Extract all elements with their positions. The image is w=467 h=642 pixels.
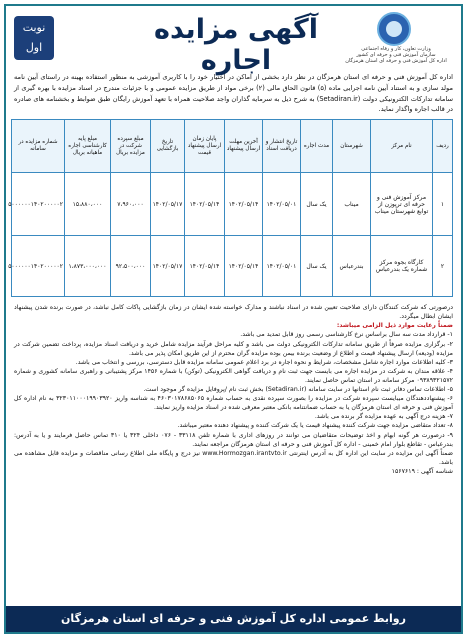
- logo-line: اداره کل آموزش فنی و حرفه ای استان هرمزگان: [345, 58, 447, 64]
- requirements-heading: ضمناً رعایت موارد ذیل الزامی میباشد:: [336, 322, 453, 330]
- table-cell: ۵۰۰۰۰۰۰۱۴۰۲۰۰۰۰۰۲: [12, 236, 65, 297]
- header-cell: تاریخ انتشار و دریافت اسناد: [263, 120, 301, 173]
- page-title: آگهی مزایده اجاره: [154, 14, 318, 76]
- table-cell: کارگاه بجوه مرکز شماره یک بندرعباس: [371, 236, 433, 297]
- table-cell: ۵۰۰۰۰۰۰۱۴۰۲۰۰۰۰۰۲: [12, 173, 65, 236]
- list-item: ۲- برگزاری مزایده صرفاً از طریق سامانه تدارکات الکترونیکی دولت می باشد و کلیه مراحل فرآیند مزایده شامل خرید و دریافت اسناد مزایده، پرداخت تضمین شرکت در مزایده (ودیعه) ارسال پیشنهاد قیمت و اطلاع از وضعیت برنده بیمن بوده مزایده گران محترم از این طریق امکان پذیر می باشد.: [14, 340, 453, 357]
- table-cell: ۱۴۰۲/۰۵/۱۷: [151, 173, 185, 236]
- header-cell: مدت اجاره: [301, 120, 333, 173]
- intro-paragraph: اداره کل آموزش فنی و حرفه ای استان هرمزگان در نظر دارد بخشی از اماکن در اختیار خود را با کاربری آموزشی به منظور استفاده بهینه در راستای آیین نامه مولد سازی و به استناد آیین نامه اجرایی ماده (۵) قانون الحاق مالی (۲) برخی مواد از طریق مزایده عمومی و با جزئیات مندرج در اسناد مزایده با بهره گیری از سامانه تدارکات الکترونیکی دولت (Setadiran.ir) به شرح ذیل به سرمایه گذاران واجد صلاحیت همراه با تعهد آموزش رایگان طبق ضوابط و بخشنامه های صادره در قالب اجاره واگذار نماید.: [14, 73, 453, 114]
- logo-line: وزارت تعاون، کار و رفاه اجتماعی: [361, 46, 431, 52]
- table-cell: ۷،۹۶۰،۰۰۰: [111, 173, 151, 236]
- header-cell: آخرین مهلت ارسال پیشنهاد: [225, 120, 263, 173]
- emblem-icon: [377, 12, 411, 46]
- list-item: ۹- درصورت هر گونه ابهام و اخذ توضیحات متقاضیان می توانند در روزهای اداری با شماره تلفن ۳۳۱۱۸ - ۰۷۶ داخلی ۳۲۴ یا ۳۱۰ تماس حاصل فرمایند و یا به آدرس: بندرعباس - تقاطع بلوار امام خمینی - اداره کل آموزش فنی و حرفه ای استان هرمزگان مراجعه نمایند.: [14, 431, 453, 448]
- header-cell: شهرستان: [333, 120, 371, 173]
- table-row: [12, 236, 453, 297]
- header-cell: پایان زمان ارسال پیشنهاد قیمت: [185, 120, 225, 173]
- logo-line: سازمان آموزش فنی و حرفه ای کشور: [356, 52, 436, 58]
- table-cell: بندرعباس: [333, 236, 371, 297]
- header-cell: ردیف: [433, 120, 453, 173]
- ad-number: شناسه آگهی : ۱۵۶۷۶۱۹: [391, 467, 453, 475]
- table-cell: ۱۵،۸۸۰،۰۰۰: [65, 173, 111, 236]
- table-cell: ۹۲،۵۰۰،۰۰۰: [111, 236, 151, 297]
- table-cell: ۱۴۰۲/۰۵/۱۴: [225, 236, 263, 297]
- header: [6, 6, 461, 76]
- advertisement-page: [4, 4, 463, 634]
- eligibility-note: درصورتی که شرکت کنندگان دارای صلاحیت تعیین شده در اسناد نباشند و مدارک خواسته شده ایشان در زمان بازگشایی پاکات کامل نباشد، در صورت برنده شدن پیشنهاد ایشان ابطال میگردد.: [14, 304, 453, 321]
- list-item: ۳- کلیه اطلاعات موارد اجاره شامل مشخصات، شرایط و نحوه اجاره در برد اعلام عمومی سامانه مزایده قابل دسترسی، بررسی و انتخاب می باشد.: [75, 358, 453, 366]
- table-cell: ۱۴۰۲/۰۵/۱۷: [151, 236, 185, 297]
- logo-caption: [337, 46, 455, 64]
- table-cell: ۱۴۰۲/۰۵/۰۱: [263, 236, 301, 297]
- badge-line-2: اول: [25, 41, 43, 54]
- table-cell: ۱۴۰۲/۰۵/۱۴: [225, 173, 263, 236]
- terms-section: [14, 303, 453, 476]
- table-cell: ۱۴۰۲/۰۵/۱۴: [185, 173, 225, 236]
- list-item: ۸- تعداد متقاضی مزایده جهت شرکت کننده پیشنهاد قیمت یا یک شرکت کننده و پیشنهاد دهنده معتبر میباشد.: [177, 422, 453, 430]
- table-row: [12, 173, 453, 236]
- header-cell: مبلغ پایه کارشناسی اجاره ماهیانه بریال: [65, 120, 111, 173]
- organization-logo: [335, 10, 455, 68]
- list-item: ۱- قرارداد مدت سه سال براساس نرخ کارشناسی رسمی روز قابل تمدید می باشد.: [240, 331, 453, 339]
- table-cell: ۱: [433, 173, 453, 236]
- footer-banner: روابط عمومی اداره کل آموزش فنی و حرفه ای استان هرمزگان: [6, 606, 461, 632]
- list-item: ۶- پیشنهاددهندگان میبایست سپرده شرکت در مزایده را بصورت سپرده نقدی به حساب شماره ۴۶۰۳۰۱۷۸۶۸۵۰۶۵ به شناسه واریز ۳۲۳۰۱۱۰۰۰۱۹۹۰۳۹۲۰ به نام اداره کل آموزش فنی و حرفه ای استان هرمزگان یا به حساب ضمانتنامه بانکی معتبر معرفی شده در اسناد مزایده واریز نمایند.: [14, 395, 453, 412]
- table-header-row: [12, 120, 453, 173]
- table-cell: ۱،۸۷۳،۰۰۰،۰۰۰: [65, 236, 111, 297]
- list-item: ضمناً آگهی این مزایده در سایت این اداره کل به آدرس اینترنتی www.Hormozgan.irantvto.ir نیز درج و پایگاه ملی اطلاع رسانی مناقصات و مزایده قابل مشاهده می باشد.: [14, 449, 453, 466]
- header-cell: تاریخ بازگشایی: [151, 120, 185, 173]
- header-cell: مبلغ سپرده شرکت در مزایده بریال: [111, 120, 151, 173]
- table-cell: میناب: [333, 173, 371, 236]
- header-cell: نام مرکز: [371, 120, 433, 173]
- round-badge: [14, 16, 54, 60]
- table-cell: ۱۴۰۲/۰۵/۰۱: [263, 173, 301, 236]
- list-item: ۷- هزینه درج آگهی به عهده مزایده گر برنده می باشد.: [314, 413, 453, 421]
- table-cell: ۱۴۰۲/۰۵/۱۴: [185, 236, 225, 297]
- table-cell: ۲: [433, 236, 453, 297]
- list-item: ۴- علاقه مندان به شرکت در مزایده اجاره می بایست جهت ثبت نام و دریافت گواهی الکترونیکی (توکن) با شماره ۱۴۵۶ مرکز پشتیبانی و راهبری سامانه کشوری و شماره ۰۹۳۸۹۳۲۱۵۷۲ مرکز سامانه در استان تماس حاصل نمایند.: [14, 367, 453, 384]
- auction-table: [8, 119, 453, 297]
- table-cell: مرکز آموزش فنی و حرفه ای ترپوزن از توابع شهرستان میناب: [371, 173, 433, 236]
- badge-line-1: نوبت: [22, 21, 46, 34]
- header-cell: شماره مزایده در سامانه: [12, 120, 65, 173]
- list-item: ۵- اطلاعات تماس دفاتر ثبت نام استانها در سایت سامانه (Setadiran.ir) بخش ثبت نام /پروفایل مزایده گر موجود است.: [143, 386, 453, 394]
- table-cell: یک سال: [301, 173, 333, 236]
- table-cell: یک سال: [301, 236, 333, 297]
